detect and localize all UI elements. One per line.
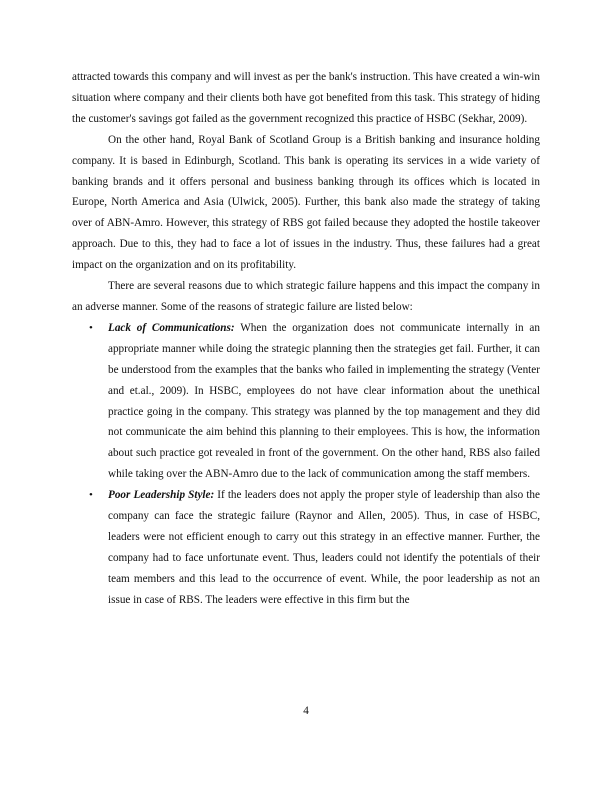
paragraph-rbs: On the other hand, Royal Bank of Scotland Group is a British banking and insurance holding company. It is based in Edinburgh, Scotland. This bank is operating its services in a wide variety of banking brands and it offers personal and business banking through its offices which is located in Europe, North America and Asia (Ulwick, 2005). Further, this bank also made the strategy of taking over of ABN-Amro. However, this strategy of RBS got failed because they adopted the hostile takeover approach. Due to this, they had to face a lot of issues in the industry. Thus, these failures had a great impact on the organization and on its profitability. <box>72 133 540 272</box>
paragraph-reasons-intro: There are several reasons due to which strategic failure happens and this impact the company in an adverse manner. Some of the reasons of strategic failure are listed below: <box>72 280 540 313</box>
page-number: 4 <box>303 705 309 717</box>
bullet-text: If the leaders does not apply the proper style of leadership than also the company can face the strategic failure (Raynor and Allen, 2005). Thus, in case of HSBC, leaders were not efficient enough to carry out this strategy in an effective manner. Further, the company had to face unfortunate event. Thus, leaders could not identify the potentials of their team members and this lead to the occurrence of event. While, the poor leadership as not an issue in case of RBS. The leaders were effective in this firm but the <box>108 489 540 606</box>
bullet-text: When the organization does not communicate internally in an appropriate manner while doing the strategic planning then the strategies get fail. Further, it can be understood from the examples that the banks who failed in implementing the strategy (Venter and et.al., 2009). In HSBC, employees do not have clear information about the unethical practice going in the company. This strategy was planned by the top management and they did not communicate the aim behind this planning to their employees. This is how, the information about such practice got revealed in front of the government. On the other hand, RBS also failed while taking over the ABN-Amro due to the lack of communication among the staff members. <box>108 321 540 481</box>
body-text <box>72 67 540 611</box>
bullet-heading: Lack of Communications: <box>108 321 235 334</box>
list-item <box>72 485 540 610</box>
paragraph-continuation: attracted towards this company and will invest as per the bank's instruction. This have created a win-win situation where company and their clients both have got benefited from this task. This strategy of hiding the customer's savings got failed as the government recognized this practice of HSBC (Sekhar, 2009). <box>72 71 540 125</box>
list-item <box>72 318 540 485</box>
bullet-icon: • <box>89 321 93 334</box>
bullet-icon: • <box>89 489 93 502</box>
bullet-heading: Poor Leadership Style: <box>108 489 215 502</box>
reasons-list <box>72 318 540 611</box>
